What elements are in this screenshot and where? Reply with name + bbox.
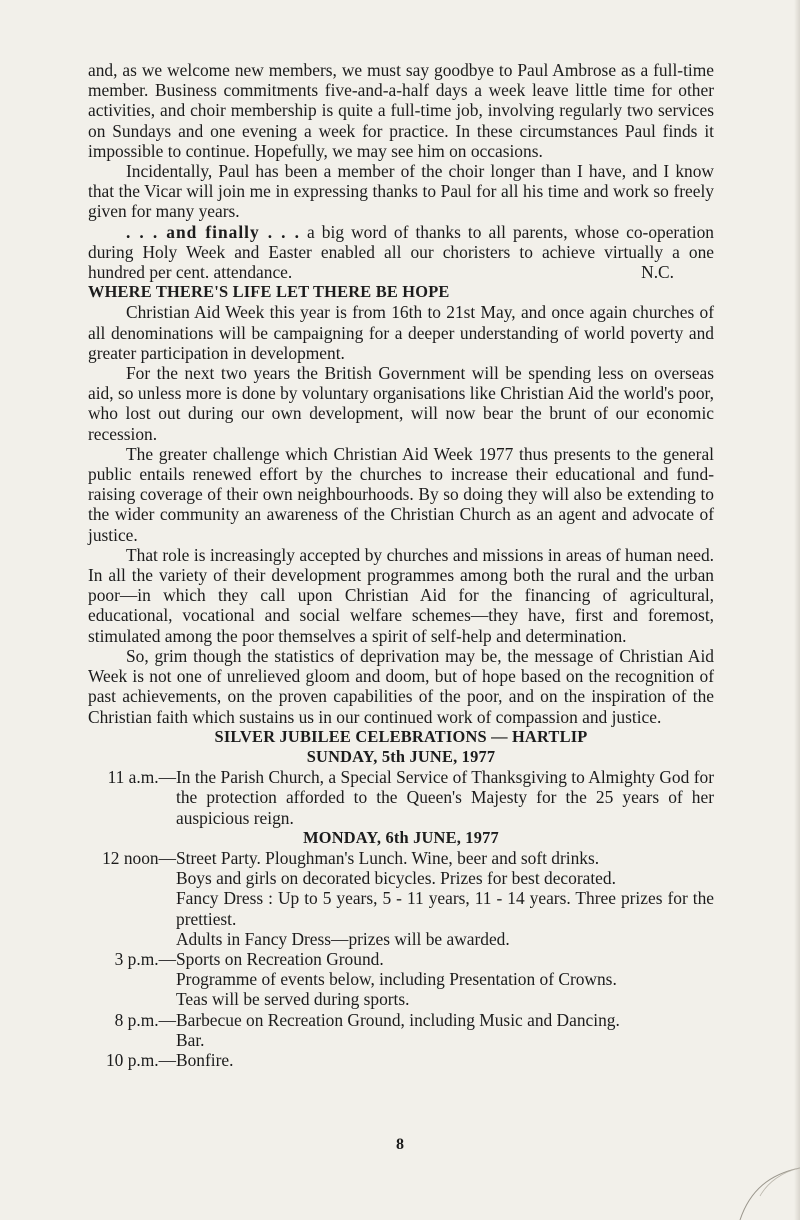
event-line: Barbecue on Recreation Ground, including Music and Dancing. [176,1009,620,1030]
event-description [176,1010,714,1050]
event-line: Teas will be served during sports. [176,989,410,1010]
hope-paragraph: The greater challenge which Christian Aid Week 1977 thus presents to the general public entails renewed effort by the churches to increase their educational and fund-raising coverage of their own neighbourhoods. By so doing they will also be extending to the wider community an awareness of the Christian Church as an agent and advocate of justice. [88,443,714,545]
event-line: Street Party. Ploughman's Lunch. Wine, beer and soft drinks. [176,847,600,868]
event-time: 11 a.m.— [107,767,176,788]
signature: N.C. [641,262,674,283]
jubilee-heading: SILVER JUBILEE CELEBRATIONS — HARTLIP [214,726,588,746]
sunday-heading: SUNDAY, 5th JUNE, 1977 [306,746,496,766]
event-time: 3 p.m.— [114,948,176,969]
event-line: Adults in Fancy Dress—prizes will be awarded. [176,928,510,949]
event-line: Boys and girls on decorated bicycles. Prizes for best decorated. [176,868,616,889]
incidentally-paragraph: Incidentally, Paul has been a member of the choir longer than I have, and I know that the Vicar will join me in expressing thanks to Paul for all his time and work so freely given for many years. [88,161,714,222]
event-row [88,1050,714,1070]
event-row [88,949,714,1010]
hope-paragraph: For the next two years the British Government will be spending less on overseas aid, so unless more is done by voluntary organisations like Christian Aid the world's poor, who lost out during our own development, will now bear the brunt of our economic recession. [88,363,714,444]
intro-paragraph: and, as we welcome new members, we must say goodbye to Paul Ambrose as a full-time member. Business commitments five-and-a-half days a week leave little time for other activities, and choir membership is quite a full-time job, involving regularly two services on Sundays and one evening a week for practice. In these circumstances Paul finds it impossible to continue. Hopefully, we may see him on occasions. [88,60,714,161]
finally-text: a big word of thanks to all parents, whose co-operation during Holy Week and Easter enabled all our choristers to achieve virtually a one hundred per cent. attendance. [88,221,714,283]
event-time: 8 p.m.— [114,1009,176,1030]
event-line: Bonfire. [176,1049,234,1070]
hope-paragraph: So, grim though the statistics of deprivation may be, the message of Christian Aid Week is not one of unrelieved gloom and doom, but of hope based on the recognition of past achievements, on the proven capabilities of the poor, and on the inspiration of the Christian faith which sustains us in our continued work of compassion and justice. [88,645,714,727]
event-row [88,848,714,949]
finally-paragraph [88,222,714,283]
event-line: In the Parish Church, a Special Service of Thanksgiving to Almighty God for the protection afforded to the Queen's Majesty for the 25 years of her auspicious reign. [176,767,714,828]
page-corner-curl [720,1160,800,1220]
event-line: Programme of events below, including Presentation of Crowns. [176,969,617,990]
event-description [176,1050,714,1070]
event-description [176,767,714,828]
newsletter-page [88,60,714,1070]
page-edge-shadow [794,0,800,1220]
hope-paragraph: Christian Aid Week this year is from 16th to 21st May, and once again churches of all denominations will be campaigning for a deeper understanding of world poverty and greater participation in development. [88,302,714,363]
event-line: Bar. [176,1029,205,1050]
event-row [88,1010,714,1050]
hope-paragraph: That role is increasingly accepted by churches and missions in areas of human need. In all the variety of their development programmes among both the rural and the urban poor—in which they call upon Christian Aid for the financing of agricultural, educational, vocational and social welfare schemes—they have, first and foremost, stimulated among the poor themselves a spirit of self-help and determination. [88,544,714,646]
event-row [88,767,714,828]
event-time: 10 p.m.— [105,1049,176,1070]
hope-heading: WHERE THERE'S LIFE LET THERE BE HOPE [88,282,450,302]
finally-lead: . . . and finally . . . [126,221,300,242]
event-description [176,949,714,1010]
event-line: Sports on Recreation Ground. [176,948,384,969]
page-number: 8 [396,1136,404,1153]
event-description [176,848,714,949]
monday-heading: MONDAY, 6th JUNE, 1977 [303,827,499,847]
event-line: Fancy Dress : Up to 5 years, 5 - 11 years, 11 - 14 years. Three prizes for the prettiest. [176,888,714,929]
event-time: 12 noon— [102,847,176,868]
